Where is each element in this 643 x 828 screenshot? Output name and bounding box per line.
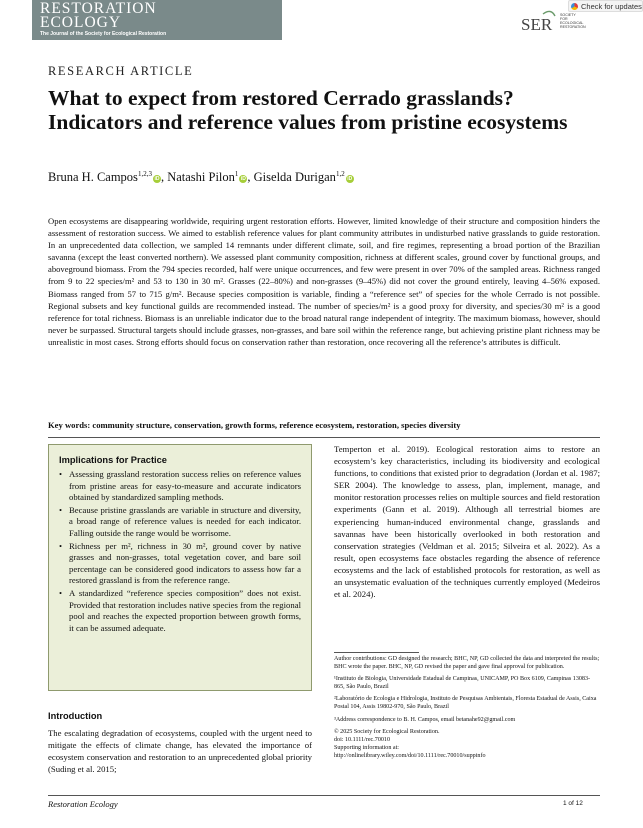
author-affiliation: 1 bbox=[234, 170, 239, 178]
author-list: Bruna H. Campos$^{1,2,3}$iD , Natashi Pilon$^1$iD , Giselda Durigan$^{1,2}$iD bbox=[48, 170, 353, 185]
article-title: What to expect from restored Cerrado grasslands? Indicators and reference values from pristine ecosystems bbox=[48, 86, 568, 134]
implication-item: • Richness per m², richness in 30 m², ground cover by native grasses and non-grasses, total vegetation cover, and bare soil percentage can be considered good indicators to assess how far a restored grassland is from the reference range. bbox=[59, 541, 301, 587]
copyright: © 2025 Society for Ecological Restoration. bbox=[334, 728, 440, 735]
crossmark-icon bbox=[571, 3, 578, 10]
abstract: Open ecosystems are disappearing worldwide, requiring urgent restoration efforts. However, limited knowledge of their structure and composition hinders the assessment of restoration success. We aimed to establish reference values for plant community attributes in undisturbed native grasslands to guide restoration. In an unprecedented data collection, we sampled 14 remnants under different climate, soil, and fire regimes, representing a broad portion of the Brazilian savanna (except the least converted northern). We assessed plant community composition, richness at different scales, ground cover by functional groups, and aboveground biomass. From the 794 species recorded, half were unique occurrences, and few were present in over 70% of the sampled areas. Richness ranged from 9 to 22 species/m² and 53 to 130 in 30 m². Grasses (22–80%) and non-grasses (9–45%) did not cover the ground entirely, leaving 4–56% exposed. Biomass ranged from 57 to 715 g/m². Because species composition is variable, finding a “reference set” of species for the whole Cerrado is not possible. Regional subsets and key functional guilds are recommended instead. The number of species/m² is a good proxy for diversity, and species/30 m² is a good reference for total richness. Biomass is an unreliable indicator due to the broad natural range independent of integrity. The maximum biomass, however, should never be surpassed. Structural targets should include grasses, non-grasses, and bare soil within the reference range, but achieving pristine plant richness may be unrealistic in most cases. Strong efforts should focus on conservation rather than restoration, once recovering all the reference’s attributes is difficult. bbox=[48, 216, 600, 347]
page-number: 1 of 12 bbox=[563, 800, 583, 807]
notes-divider bbox=[334, 652, 419, 653]
implications-box bbox=[48, 444, 312, 691]
author-affiliation: 1,2 bbox=[335, 170, 345, 178]
footer-journal-name: Restoration Ecology bbox=[48, 799, 118, 809]
author-name[interactable]: Giselda Durigan bbox=[253, 170, 336, 185]
journal-title-line2: ECOLOGY bbox=[40, 14, 122, 31]
correspondence: ³Address correspondence to B. H. Campos, email betanahe92@gmail.com bbox=[334, 716, 516, 723]
introduction-left-text: The escalating degradation of ecosystems, coupled with the urgent need to mitigate the effects of climate change, has elevated the importance of ecosystem conservation and restoration to an unprecedented global priority (Suding et al. 2015; bbox=[48, 728, 312, 775]
journal-tagline: The Journal of the Society for Ecological Restoration bbox=[40, 31, 167, 37]
abstract-divider bbox=[48, 437, 600, 438]
orcid-icon[interactable]: iD bbox=[154, 176, 160, 183]
implication-item: • Assessing grassland restoration success relies on reference values from pristine areas for easy-to-measure and accurate indicators obtained by standardized sampling methods. bbox=[59, 469, 301, 504]
affiliation-1: ¹Instituto de Biologia, Universidade Estadual de Campinas, UNICAMP, PO Box 6109, Campinas 13083-865, São Paulo, Brazil bbox=[334, 676, 591, 691]
footnotes bbox=[334, 655, 600, 760]
keywords: Key words: community structure, conservation, growth forms, reference ecosystem, restoration, species diversity bbox=[48, 420, 461, 430]
check-for-updates-button[interactable] bbox=[568, 0, 643, 12]
check-for-updates-label: Check for updates bbox=[581, 2, 642, 11]
author-contributions: Author contributions: GD designed the research; BHC, NP, GD collected the data and interpreted the results; BHC wrote the paper. BHC, NP, GD revised the paper and gave final approval for publication. bbox=[334, 656, 600, 671]
implications-list bbox=[59, 469, 301, 634]
journal-banner bbox=[32, 0, 282, 40]
journal-title-line1: RESTORATION bbox=[40, 0, 157, 17]
ser-logo-text: SER bbox=[521, 15, 553, 34]
orcid-icon[interactable]: iD bbox=[240, 176, 246, 183]
affiliation-2: ²Laboratório de Ecologia e Hidrologia, Instituto de Pesquisas Ambientais, Floresta Estadual de Assis, Caixa Postal 104, Assis 19802-970, São Paulo, Brazil bbox=[334, 696, 597, 711]
doi[interactable]: doi: 10.1111/rec.70010 bbox=[334, 736, 391, 743]
author-name[interactable]: Bruna H. Campos bbox=[48, 170, 138, 185]
ser-society-text: SOCIETY FOR ECOLOGICAL RESTORATION bbox=[560, 13, 586, 29]
footer-divider bbox=[48, 795, 600, 796]
article-type: RESEARCH ARTICLE bbox=[48, 64, 194, 78]
supporting-info-link[interactable]: http://onlinelibrary.wiley.com/doi/10.1111/rec.70010/suppinfo bbox=[334, 752, 486, 759]
implications-heading: Implications for Practice bbox=[59, 455, 167, 465]
ser-logo bbox=[521, 10, 557, 34]
author-affiliation: 1,2,3 bbox=[137, 170, 152, 178]
orcid-icon[interactable]: iD bbox=[347, 176, 353, 183]
implication-item: • A standardized “reference species composition” does not exist. Provided that restoration includes native species from the regional pool and reaches the expected proportion between growth forms, it can be assumed adequate. bbox=[59, 588, 301, 634]
introduction-heading: Introduction bbox=[48, 711, 103, 721]
implication-item: • Because pristine grasslands are variable in structure and diversity, a broad range of reference values is needed for each indicator. Falling outside the range would be worrisome. bbox=[59, 505, 301, 540]
supporting-info-label: Supporting information at: bbox=[334, 744, 399, 751]
introduction-right-text: Temperton et al. 2019). Ecological restoration aims to restore an ecosystem’s key characteristics, including its biodiversity and ecological functions, to conditions that existed prior to degradation (Jordan et al. 1987; SER 2004). The knowledge to assess, plan, implement, manage, and monitor restoration processes relies on multiple sources and field restoration experiments (Gann et al. 2019). Although all terrestrial biomes are experiencing human-induced environmental change, grasslands and savannas have been historically overlooked in both restoration and conservation strategies (Veldman et al. 2015; Silveira et al. 2022). As a result, open ecosystems face obstacles regarding the absence of reference ecosystems and the lack of established protocols for restoration, as well as an unsystematic evaluation of the techniques currently employed (Medeiros et al. 2024). bbox=[334, 444, 600, 600]
author-name[interactable]: Natashi Pilon bbox=[167, 170, 235, 185]
